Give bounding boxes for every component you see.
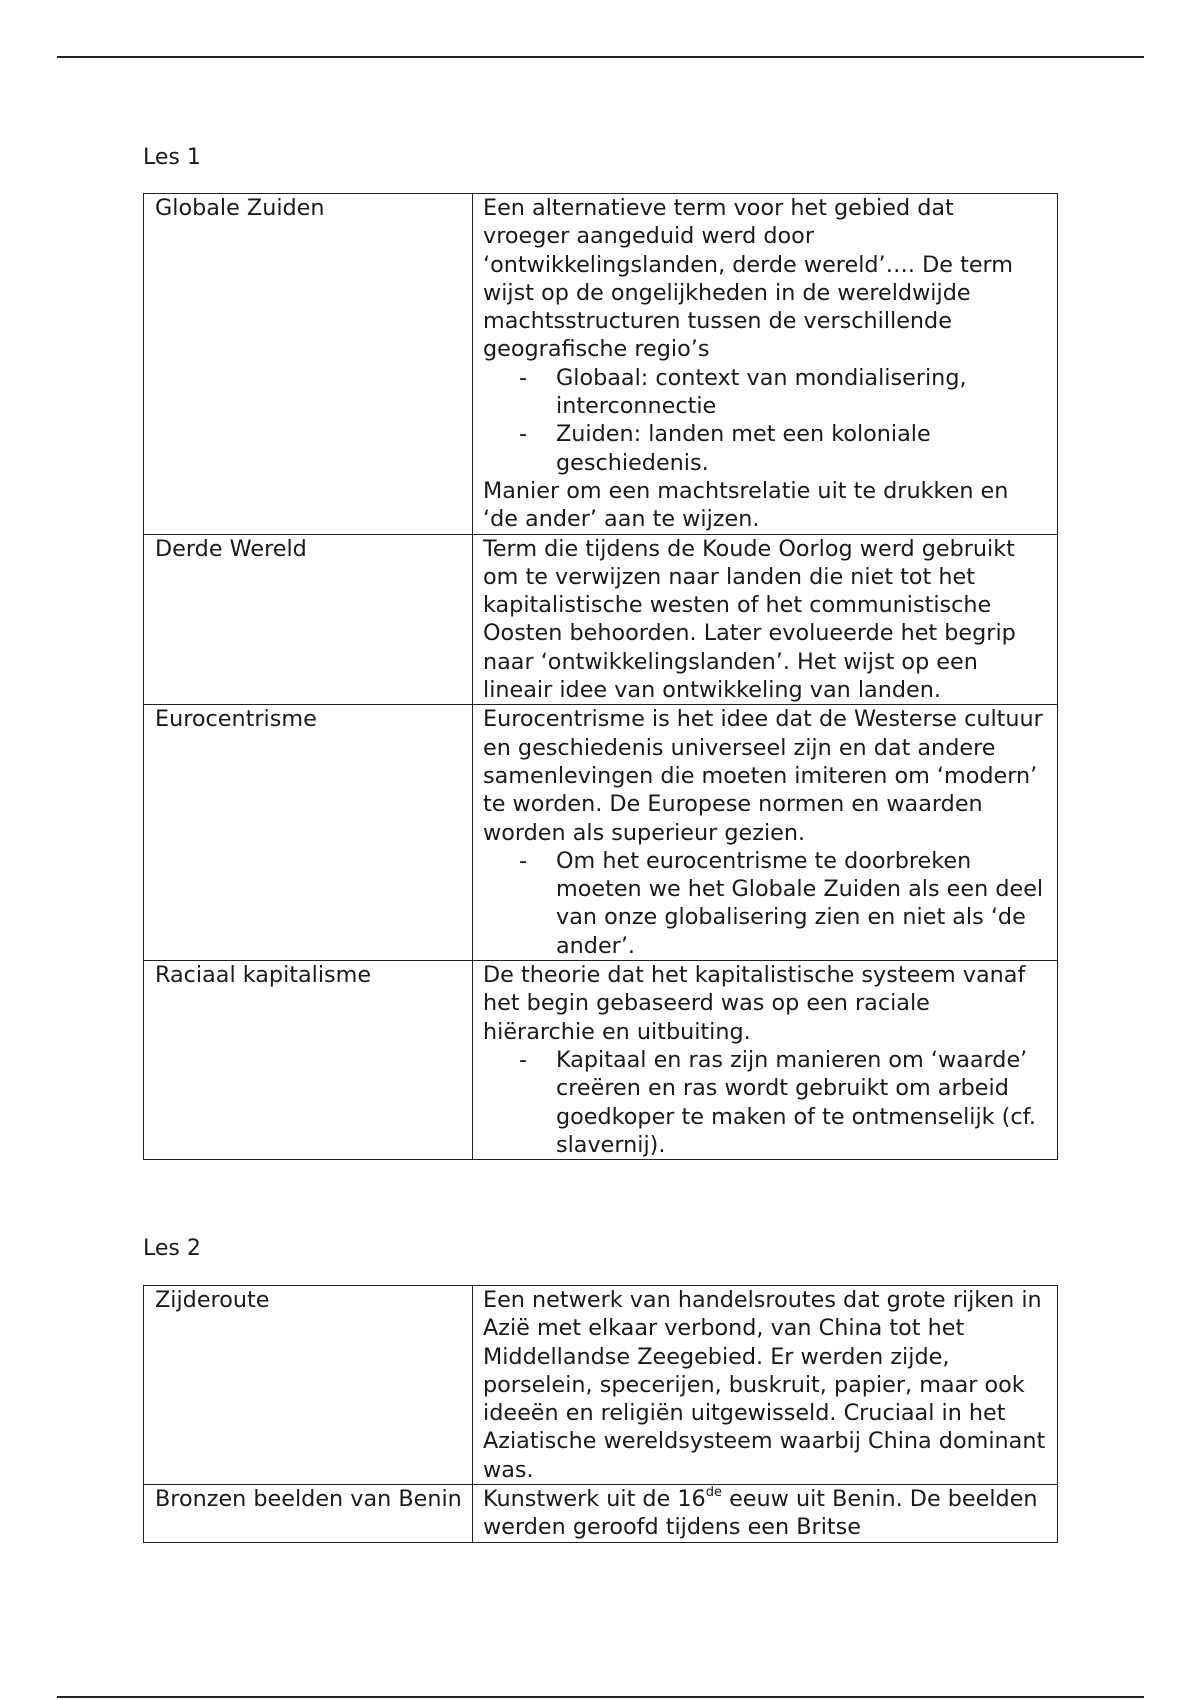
table-row [144,961,1058,1160]
list-item: - Kapitaal en ras zijn manieren om ‘waarde’ creëren en ras wordt gebruikt om arbeid goedkoper te maken of te ontmenselijk (cf. slavernij). [556,1046,1047,1159]
definition-text: Een alternatieve term voor het gebied dat vroeger aangeduid werd door ‘ontwikkelingslanden, derde wereld’…. De term wijst op de ongelijkheden in de wereldwijde machtsstructuren tussen de verschillende geografische regio’s [483,195,1014,363]
definition-cell [473,1286,1058,1485]
list-item: - Globaal: context van mondialisering, interconnectie [556,364,1047,421]
definition-text-part: eeuw uit Benin. De beelden werden geroofd tijdens een Britse [483,1486,1038,1541]
definition-text [483,1485,1047,1542]
term-cell: Globale Zuiden [144,194,473,535]
definition-bullets [483,364,1047,477]
term-cell: Derde Wereld [144,534,473,705]
definition-text-part: Kunstwerk uit de 16 [483,1486,706,1513]
definition-text: Term die tijdens de Koude Oorlog werd gebruikt om te verwijzen naar landen die niet tot het kapitalistische westen of het communistische Oosten behoorden. Later evolueerde het begrip naar ‘ontwikkelingslanden’. Het wijst op een lineair idee van ontwikkeling van landen. [483,535,1016,704]
definition-cell [473,961,1058,1160]
page-top-rule [57,56,1144,58]
definition-cell [473,1485,1058,1543]
section-title-les-2: Les 2 [143,1236,201,1261]
term-cell: Raciaal kapitalisme [144,961,473,1160]
term-cell: Eurocentrisme [144,705,473,961]
definition-bullets [483,847,1047,960]
definition-text: Manier om een machtsrelatie uit te drukken en ‘de ander’ aan te wijzen. [483,477,1009,533]
table-row [144,705,1058,961]
table-row [144,534,1058,705]
list-item: - Zuiden: landen met een koloniale geschiedenis. [556,420,1047,477]
definition-text: Eurocentrisme is het idee dat de Westerse cultuur en geschiedenis universeel zijn en dat andere samenlevingen die moeten imiteren om ‘modern’ te worden. De Europese normen en waarden worden als superieur gezien. [483,706,1043,846]
table-row [144,1286,1058,1485]
table-row [144,194,1058,535]
definition-cell [473,534,1058,705]
definition-bullets [483,1046,1047,1159]
term-cell: Bronzen beelden van Benin [144,1485,473,1543]
definition-cell [473,705,1058,961]
definition-text: De theorie dat het kapitalistische systeem vanaf het begin gebaseerd was op een raciale hiërarchie en uitbuiting. [483,962,1026,1045]
definition-text: Een netwerk van handelsroutes dat grote rijken in Azië met elkaar verbond, van China tot het Middellandse Zeegebied. Er werden zijde, porselein, specerijen, buskruit, papier, maar ook ideeën en religiën uitgewisseld. Cruciaal in het Aziatische wereldsysteem waarbij China dominant was. [483,1287,1046,1483]
table-row [144,1485,1058,1543]
glossary-table-les-2 [143,1285,1058,1543]
term-cell: Zijderoute [144,1286,473,1485]
glossary-table-les-1 [143,193,1058,1160]
page-bottom-rule [57,1696,1144,1698]
superscript-ordinal: de [705,1484,722,1500]
list-item: - Om het eurocentrisme te doorbreken moeten we het Globale Zuiden als een deel van onze globalisering zien en niet als ‘de ander’. [556,847,1047,960]
section-title-les-1: Les 1 [143,145,201,170]
definition-cell [473,194,1058,535]
